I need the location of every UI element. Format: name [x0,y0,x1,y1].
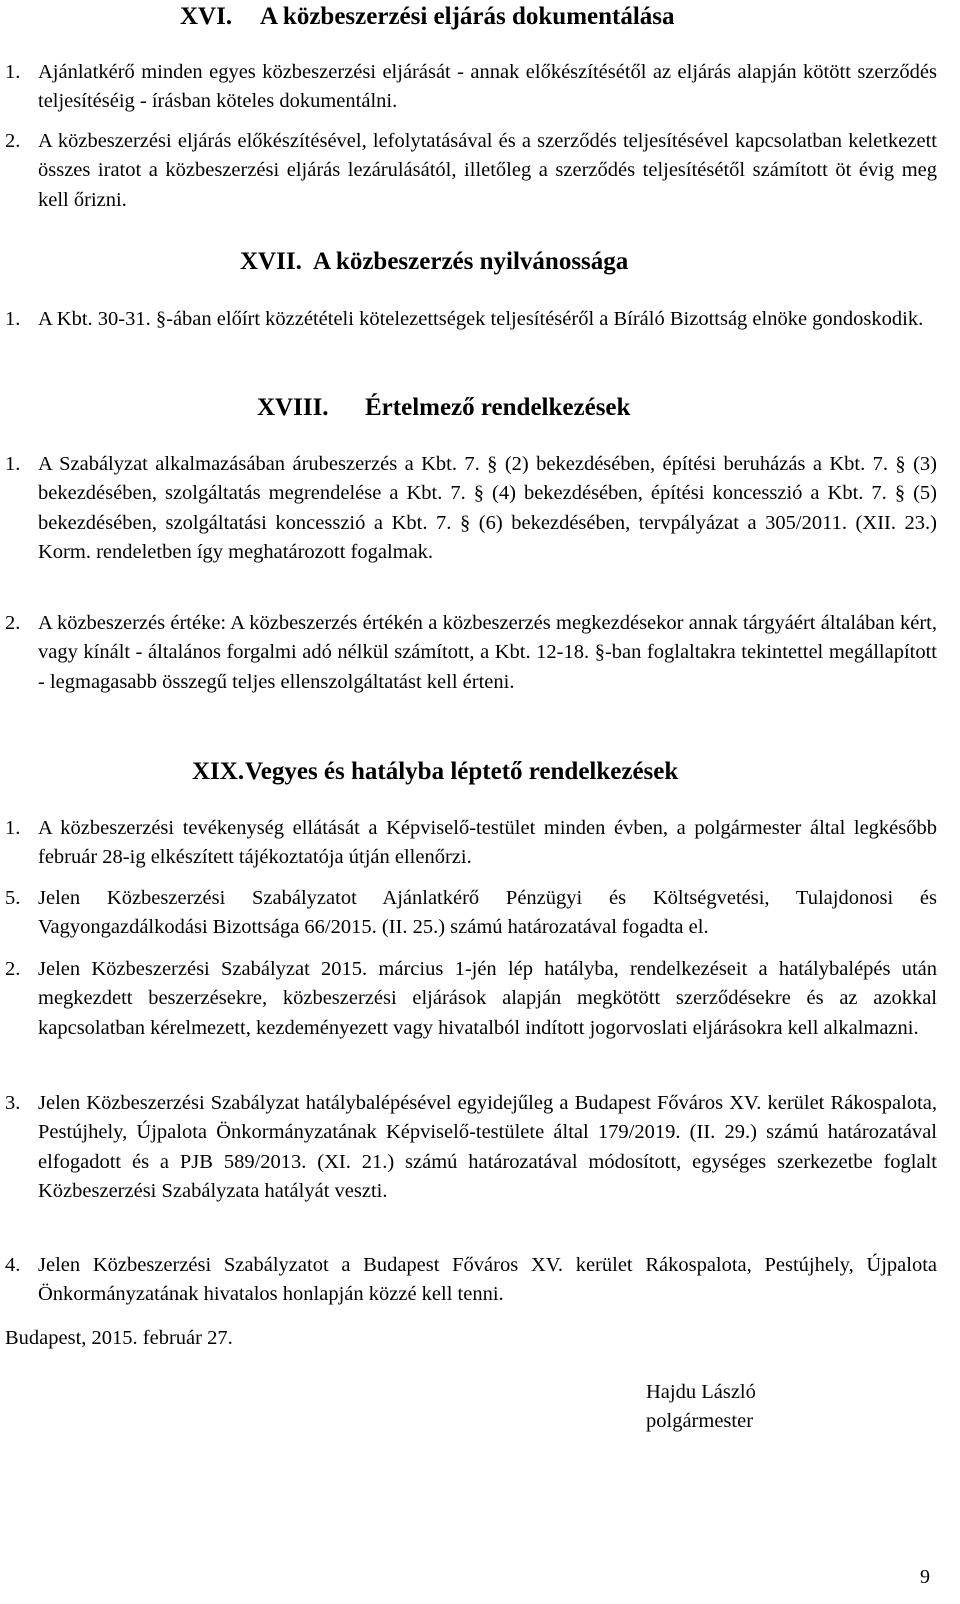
paragraph-number: 4. [5,1254,21,1276]
paragraph-number: 1. [5,308,21,330]
place-date: Budapest, 2015. február 27. [5,1327,233,1349]
paragraph [5,1089,937,1206]
paragraph-number: 1. [5,817,21,839]
paragraph-number: 2. [5,130,21,152]
paragraph-text: A közbeszerzés értéke: A közbeszerzés értékén a közbeszerzés megkezdésekor annak tárgyáért általában kért, vagy kínált - általános forgalmi adó nélkül számított, a Kbt. 12-18. §-ban foglaltakra tekintettel megállapított - legmagasabb összegű teljes ellenszolgáltatást kell érteni. [38,612,937,693]
section-title: Vegyes és hatályba léptető rendelkezések [245,758,679,785]
paragraph-number: 1. [5,453,21,475]
section-number: XVIII. [257,394,329,421]
paragraph [5,58,937,117]
paragraph-text: Ajánlatkérő minden egyes közbeszerzési eljárását - annak előkészítésétől az eljárás alapján kötött szerződés teljesítéséig - írásban köteles dokumentálni. [38,61,937,113]
section-heading-xix [192,757,678,787]
paragraph-text: A közbeszerzési tevékenység ellátását a Képviselő-testület minden évben, a polgármester által legkésőbb február 28-ig elkészített tájékoztatója útján ellenőrzi. [38,817,937,869]
page-number: 9 [920,1566,930,1588]
paragraph [5,609,937,697]
paragraph-text: A közbeszerzési eljárás előkészítésével, lefolytatásával és a szerződés teljesítésével kapcsolatban keletkezett összes iratot a közbeszerzési eljárás lezárulásától, illetőleg a szerződés teljesítésétől számított öt évig meg kell őrizni. [38,130,937,211]
section-heading-xviii [257,393,630,423]
signatory-title: polgármester [646,1410,754,1432]
section-heading-xvii [240,247,628,277]
section-number: XVI. [180,3,233,30]
paragraph-number: 3. [5,1092,21,1114]
signatory-name: Hajdu László [646,1381,756,1403]
paragraph [5,127,937,215]
section-title: Értelmező rendelkezések [365,394,631,421]
section-number: XVII. [240,248,302,275]
paragraph [5,450,937,567]
section-title: A közbeszerzés nyilvánossága [313,248,629,275]
paragraph-text: A Kbt. 30-31. §-ában előírt közzétételi kötelezettségek teljesítéséről a Bíráló Bizottság elnöke gondoskodik. [38,308,924,330]
paragraph-number: 1. [5,61,21,83]
section-heading-xvi [180,2,675,32]
paragraph [5,884,937,943]
paragraph [5,305,937,334]
paragraph-text: Jelen Közbeszerzési Szabályzatot Ajánlatkérő Pénzügyi és Költségvetési, Tulajdonosi és Vagyongazdálkodási Bizottsága 66/2015. (II. 25.) számú határozatával fogadta el. [38,887,937,939]
paragraph-text: Jelen Közbeszerzési Szabályzat 2015. március 1-jén lép hatályba, rendelkezéseit a hatálybalépés után megkezdett beszerzésekre, közbeszerzési eljárások alapján megkötött szerződésekre és az azokkal kapcsolatban kérelmezett, kezdeményezett vagy hivatalból indított jogorvoslati eljárásokra kell alkalmazni. [38,958,937,1039]
paragraph [5,814,937,873]
paragraph-number: 5. [5,887,21,909]
paragraph-text: Jelen Közbeszerzési Szabályzat hatálybalépésével egyidejűleg a Budapest Főváros XV. kerület Rákospalota, Pestújhely, Újpalota Önkormányzatának Képviselő-testülete által 179/2019. (II. 29.) számú határozatával elfogadott és a PJB 589/2013. (XI. 21.) számú határozatával módosított, egységes szerkezetbe foglalt Közbeszerzési Szabályzata hatályát veszti. [38,1092,937,1202]
paragraph [5,955,937,1043]
paragraph-text: Jelen Közbeszerzési Szabályzatot a Budapest Főváros XV. kerület Rákospalota, Pestújhely, Újpalota Önkormányzatának hivatalos honlapján közzé kell tenni. [38,1254,937,1306]
paragraph-number: 2. [5,958,21,980]
section-number: XIX. [192,758,245,785]
section-title: A közbeszerzési eljárás dokumentálása [260,3,675,30]
paragraph-text: A Szabályzat alkalmazásában árubeszerzés a Kbt. 7. § (2) bekezdésében, építési beruházás a Kbt. 7. § (3) bekezdésében, szolgáltatás megrendelése a Kbt. 7. § (4) bekezdésében, építési koncesszió a Kbt. 7. § (5) bekezdésében, szolgáltatási koncesszió a Kbt. 7. § (6) bekezdésében, tervpályázat a 305/2011. (XII. 23.) Korm. rendeletben így meghatározott fogalmak. [38,453,937,563]
paragraph-number: 2. [5,612,21,634]
paragraph [5,1251,937,1310]
